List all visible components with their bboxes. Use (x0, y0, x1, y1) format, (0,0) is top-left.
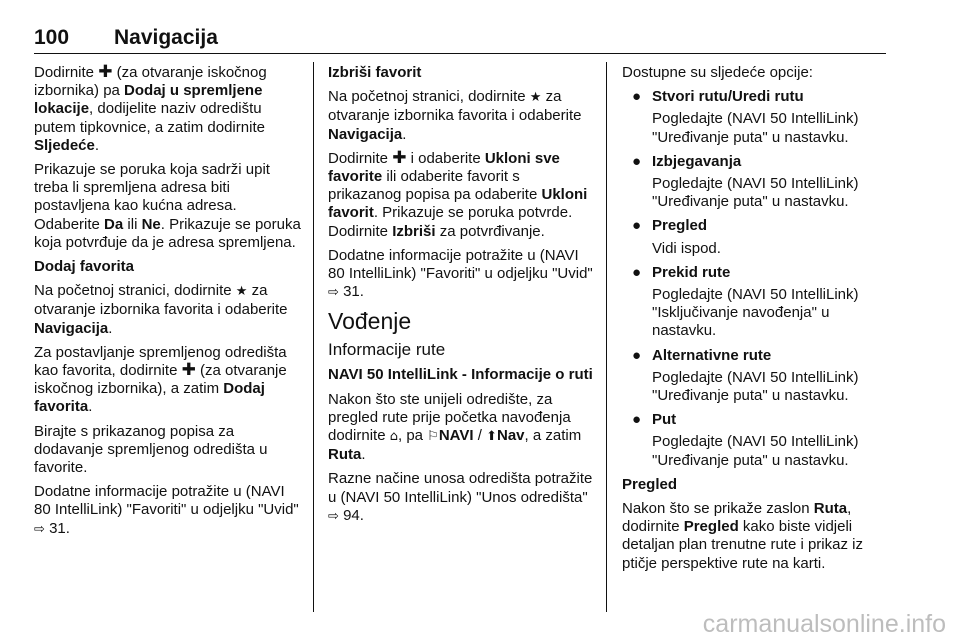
paragraph: Prikazuje se poruka koja sadrži upit treba li spremljena adresa biti postavljena kao kućna adresa. Odaberite Da ili Ne. Prikazuje se poruka koja potvrđuje da je adresa spremljena. (34, 161, 301, 251)
plus-icon: ✚ (181, 360, 196, 381)
flag-icon: ⚐ (427, 429, 439, 445)
bullet-icon: ● (632, 263, 642, 281)
subheading-add-favorite: Dodaj favorita (34, 258, 135, 276)
paragraph: Za postavljanje spremljenog odredišta kao favorita, dodirnite ✚ (za otvaranje iskočnog izbornika), a zatim Dodaj favorita. (34, 343, 287, 416)
list-item: ● Put Pogledajte (NAVI 50 IntelliLink) "Uređivanje puta" u nastavku. (632, 411, 859, 469)
watermark: carmanualsonline.info (702, 610, 946, 638)
column-1 (34, 64, 302, 545)
paragraph: Na početnoj stranici, dodirnite ★ za otvaranje izbornika favorita i odaberite Navigacija. (34, 282, 288, 337)
home-icon: ⌂ (389, 429, 398, 445)
options-list (622, 88, 886, 470)
list-item: ● Izbjegavanja Pogledajte (NAVI 50 IntelliLink) "Uređivanje puta" u nastavku. (632, 152, 859, 211)
paragraph: Razne načine unosa odredišta potražite u (NAVI 50 IntelliLink) "Unos odredišta" ⇨ 94. (328, 470, 593, 524)
paragraph: Dodatne informacije potražite u (NAVI 80 IntelliLink) "Favoriti" u odjeljku "Uvid" ⇨ 31. (328, 246, 593, 301)
column-2 (328, 64, 594, 532)
bullet-icon: ● (632, 346, 642, 364)
plus-icon: ✚ (98, 62, 113, 82)
paragraph: Dodatne informacije potražite u (NAVI 80 IntelliLink) "Favoriti" u odjeljku "Uvid" ⇨ 31. (34, 483, 299, 537)
arrow-icon: ⇨ (34, 521, 45, 537)
star-icon: ★ (529, 90, 542, 106)
nav-arrow-icon: ⬆ (486, 429, 497, 445)
subheading-navi50-route-info: NAVI 50 IntelliLink - Informacije o ruti (328, 366, 593, 384)
bullet-icon: ● (632, 217, 642, 235)
arrow-icon: ⇨ (328, 508, 339, 524)
list-item: ● Pregled Vidi ispod. (632, 217, 721, 257)
heading-route-info: Informacije rute (328, 340, 446, 360)
options-intro: Dostupne su sljedeće opcije: (622, 64, 813, 81)
page-number: 100 (34, 26, 70, 49)
subheading-overview: Pregled (622, 475, 678, 493)
paragraph: Dodirnite ✚ (za otvaranje iskočnog izbornika) pa Dodaj u spremljene lokacije, dodijelite naziv odredištu putem tipkovnice, a zatim dodirnite Sljedeće. (34, 62, 267, 154)
header-rule (34, 53, 886, 54)
bullet-icon: ● (632, 152, 642, 170)
paragraph: Nakon što ste unijeli odredište, za pregled rute prije početka navođenja dodirnite ⌂, pa ⚐NAVI / ⬆Nav, a zatim Ruta. (328, 390, 582, 464)
paragraph: Na početnoj stranici, dodirnite ★ za otvaranje izbornika favorita i odaberite Navigacija. (328, 88, 582, 143)
heading-guidance: Vođenje (328, 308, 412, 335)
page-header (34, 26, 886, 50)
paragraph: Nakon što se prikaže zaslon Ruta, dodirnite Pregled kako biste vidjeli detaljan plan trenutne rute i prikaz iz ptičje perspektive rute na karti. (622, 500, 863, 572)
bullet-icon: ● (632, 88, 642, 106)
star-icon: ★ (235, 284, 248, 300)
column-3 (622, 64, 886, 579)
paragraph: Dodirnite ✚ i odaberite Ukloni sve favorite ili odaberite favorit s prikazanog popisa pa odaberite Ukloni favorit. Prikazuje se poruka potvrde. Dodirnite Izbriši za potvrđivanje. (328, 147, 588, 240)
arrow-icon: ⇨ (328, 285, 339, 301)
list-item: ● Prekid rute Pogledajte (NAVI 50 IntelliLink) "Isključivanje navođenja" u nastavku. (632, 263, 859, 340)
section-title: Navigacija (114, 26, 218, 49)
bullet-icon: ● (632, 411, 642, 429)
paragraph: Birajte s prikazanog popisa za dodavanje spremljenog odredišta u favorite. (34, 422, 268, 477)
column-divider (606, 62, 607, 612)
list-item: ● Alternativne rute Pogledajte (NAVI 50 IntelliLink) "Uređivanje puta" u nastavku. (632, 346, 859, 405)
subheading-delete-favorite: Izbriši favorit (328, 64, 422, 81)
plus-icon: ✚ (392, 147, 407, 168)
list-item: ● Stvori rutu/Uredi rutu Pogledajte (NAVI 50 IntelliLink) "Uređivanje puta" u nastavku. (632, 88, 859, 146)
column-divider (313, 62, 314, 612)
